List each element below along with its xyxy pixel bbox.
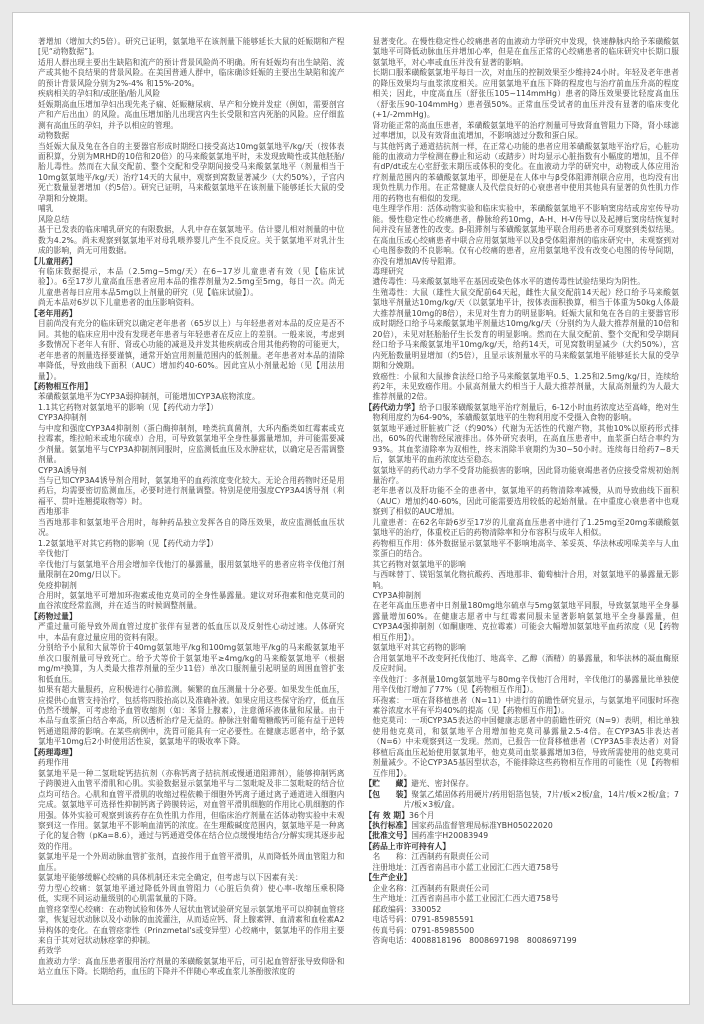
paragraph: 劳力型心绞痛：氨氯地平通过降低外周血管阻力（心脏后负荷）使心率-收缩压乘积降低，实现不同运动量级别的心肌需氧量的下降。 — [38, 883, 345, 904]
paragraph: 氨氯地平对其它药物的影响 — [372, 643, 466, 653]
paragraph: 药理作用 — [38, 758, 70, 768]
paragraph: 药效学 — [38, 946, 62, 956]
paragraph: 在老年高血压患者中日剂量180mg地尔硫卓与5mg氨氯地平同服，导致氨氯地平全身暴露量增加60%。在健康志愿者中与红霉素同服未显著影响氨氯地平全身暴露量，但CYP3A4强抑制剂（如酮康唑、克拉霉素）可能会大幅增加氨氯地平血药浓度（见【药物相互作用】）。 — [372, 601, 679, 642]
two-column-layout — [13, 13, 689, 978]
paragraph: 当西地那非和氨氯地平合用时，每种药品独立发挥各自的降压效果，故应监测低血压状况。 — [38, 517, 345, 538]
paragraph: 哺乳 — [38, 204, 54, 214]
field-line: 企业名称：江西制药有限责任公司 — [372, 883, 490, 893]
section-heading: 【生产企业】 — [364, 873, 412, 883]
paragraph: 辛伐他汀：多剂量10mg氨氯地平与80mg辛伐他汀合用时，辛伐他汀的暴露量比单独使用辛伐他汀增加了77%（见【药物相互作用】）。 — [372, 674, 679, 695]
section-heading: 【儿童用药】 — [30, 256, 77, 266]
field-line: 名 称：江西制药有限责任公司 — [372, 852, 490, 862]
paragraph: 氨氯地平能够缓解心绞痛的具体机制还未完全确定，但考虑与以下因素有关： — [38, 873, 303, 883]
field-label: 【批准文号】 — [364, 831, 412, 841]
section-heading: 【药物相互作用】 — [30, 381, 93, 391]
paragraph: 尚无本品对6岁以下儿童患者的血压影响资料。 — [38, 298, 199, 308]
field-label: 【有 效 期】 — [364, 810, 409, 820]
paragraph: 辛伐他汀 — [38, 549, 70, 559]
paragraph: 1.2氨氯地平对其它药物的影响（见【药代动力学】） — [38, 538, 219, 548]
paragraph: 风险总结 — [38, 214, 70, 224]
paragraph: 当妊娠大鼠及兔在各自的主要器官形成时期经口接受高达10mg氨氯地平/kg/天（按体表面积算，分别为MRHD的10倍和20倍）的马来酸氨氯地平时，未发现致畸性或其他胚胎/胎儿毒性。然而在大鼠交配前、整个交配和受孕期间接受马来酸氨氯地平（剂量相当于10mg氨氯地平/kg/天）治疗14天的大鼠中，观察到窝数显著减少（大约50%），子宫内死亡数量显著增加（约5倍）。研究已证明，马来酸氨氯地平在该剂量下能够延长大鼠的受孕期和分娩期。 — [38, 141, 345, 203]
field-label: 【执行标准】 — [364, 820, 412, 830]
section-heading: 【药理毒理】 — [30, 747, 77, 757]
paragraph: 1.1其它药物对氨氯地平的影响（见【药代动力学】） — [38, 402, 219, 412]
paragraph: 生殖毒性：大鼠（雄性大鼠交配前64天起，雌性大鼠交配前14天起）经口给予马来酸氨氯地平剂量达10mg/kg/天（以氨氯地平计，按体表面积换算，相当于体重为50kg人体最大推荐剂量10mg的8倍），未见对生育力的明显影响。妊娠大鼠和兔在各自的主要器官形成时期经口给予马来酸氨氯地平剂量达10mg/kg/天（分别约为人最大推荐剂量的10倍和20倍），未见对胚胎胎仔生长发育的明显影响。然而在大鼠交配前、整个交配和受孕期间经口给予马来酸氨氯地平10mg/kg/天，给药14天，可见窝数明显减少（大约50%），宫内死胎数量明显增加（约5倍），且显示该剂量水平的马来酸氨氯地平能够延长大鼠的受孕期和分娩期。 — [372, 287, 679, 371]
section-heading: 【老年用药】 — [30, 308, 77, 318]
paragraph: 长期口服苯磺酸氨氯地平每日一次，对血压的控制效果至少维持24小时。年轻及老年患者的降压效果均与血浆浓度相关。应用氨氯地平血压下降的程度也与治疗前血压升高的程度相关；因此，中度高血压（舒张压105~114mmHg）患者的降压效果要比轻度高血压（舒张压90-104mmHg）患者强50%。正常血压受试者的血压并没有显著的临床变化(+1/-2mmHg)。 — [372, 68, 679, 120]
paragraph: 血液动力学：高血压患者服用治疗剂量的苯磺酸氨氯地平后，可引起血管舒张导致仰卧和站立血压下降。长期给药，血压的下降并不伴随心率或血浆儿茶酚胺浓度的 — [38, 956, 345, 977]
labeled-field: 【包 装】聚氯乙烯固体药用硬片/药用铝箔包装，7片/板×2板/盒，14片/板×2板/盒；7片/板×3板/盒。 — [364, 789, 679, 810]
paragraph: 显著变化。在慢性稳定性心绞痛患者的血液动力学研究中发现，快速静脉内给予苯磺酸氨氯地平可降低动脉血压并增加心率，但是在血压正常的心绞痛患者的临床研究中长期口服氨氯地平，对心率或血压并没有显著的影响。 — [372, 37, 679, 67]
paragraph: 毒理研究 — [372, 266, 404, 276]
paragraph: 西地那非 — [38, 507, 70, 517]
paragraph: 如果有超大量服药，应积极进行心肺监测。频繁的血压测量十分必要。如果发生低血压，应提供心血管支持治疗，包括将四肢抬高以及准确补液。如果应用这些保守治疗，低血压仍然不缓解，可考虑给予血管收缩剂（如：苯肾上腺素），注意循环液体量和尿量。由于本品与血浆蛋白结合率高，所以透析治疗是无益的。静脉注射葡萄糖酸钙可能有益于逆转钙通道阻滞的影响。在某些病例中，洗胃可能具有一定必要性。在健康志愿者中，给予氨氯地平10mg后2小时使用活性炭，氨氯地平的吸收率下降。 — [38, 685, 345, 747]
section-heading: 【药物过量】 — [30, 611, 77, 621]
right-column — [365, 37, 680, 978]
paragraph: 他克莫司：一项CYP3A5表达的中国健康志愿者中的前瞻性研究（N=9）表明，相比单独使用他克莫司，和氨氯地平合用增加他克莫司暴露量2.5-4倍。在CYP3A5非表达者（N=6）中未观察到这一发现。然而，已报告一位肾移植患者（CYP3A5非表达者）对肾移植后高血压起始使用氨氯地平，他克莫司血浆暴露增加3倍，导致所需使用的他克莫司剂量减少。不论CYP3A5基因型状态，不能排除这些药物相互作用的可能性（见【药物相互作用】）。 — [372, 716, 679, 778]
paragraph: 与其他钙离子通道拮抗剂一样，在正常心功能的患者应用苯磺酸氨氯地平治疗后，心脏功能的血液动力学检测在静止和运动（或踏步）时均显示心脏指数有小幅度的增加，且不伴有dP/dt或左心室舒张末期压或体积的变化。在血液动力学的研究中，动物或人体应用治疗剂量范围内的苯磺酸氨氯地平，即便是在人体中与β受体阻滞剂联合应用，也均没有出现负性肌力作用。在正常健康人及代偿良好的心衰患者中使用其他具有显著的负性肌力作用的药物也有相似的发现。 — [372, 141, 679, 203]
paragraph: 儿童患者：在62名年龄6岁至17岁的儿童高血压患者中进行了1.25mg至20mg苯磺酸氨氯地平的治疗，体重校正后的药物清除率和分布容积与成年人相似。 — [372, 517, 679, 538]
paragraph: 著增加（增加大约5倍）。研究已证明，氨氯地平在该剂量下能够延长大鼠的妊娠期和产程[见“动物数据”]。 — [38, 37, 345, 57]
paragraph: 动物数据 — [38, 131, 70, 141]
paragraph: 有临床数据提示，本品（2.5mg~5mg/天）在6~17岁儿童患者有效（见【临床试验】）。6至17岁儿童高血压患者应用本品的推荐剂量为2.5mg至5mg，每日一次。尚无儿童患者每日应用本品5mg以上剂量的研究（见【临床试验】）。 — [38, 266, 345, 297]
labeled-field: 【有 效 期】36个月 — [364, 810, 435, 820]
field-label: 【贮 藏】 — [364, 779, 412, 789]
paragraph: 遗传毒性：马来酸氨氯地平在基因或染色体水平的遗传毒性试验结果均为阴性。 — [372, 277, 646, 287]
paragraph: CYP3A诱导剂 — [38, 465, 87, 475]
paragraph: 合用时，氨氯地平可增加环孢素或他克莫司的全身性暴露量。建议对环孢素和他克莫司的血谷浓度经常监测，并在适当的时候调整剂量。 — [38, 591, 345, 611]
paragraph: 环孢素：一项在肾移植患者（N=11）中进行的前瞻性研究显示，与氨氯地平同服时环孢素谷浓度水平有平均40%的提高（见【药物相互作用】）。 — [372, 695, 679, 715]
paragraph: 其它药物对氨氯地平的影响 — [372, 559, 466, 569]
paragraph: 妊娠期高血压增加孕妇出现先兆子痫、妊娠糖尿病、早产和分娩并发症（例如，需要剖宫产和产后出血）的风险。高血压增加胎儿出现宫内生长受限和宫内死胎的风险。应仔细监测有高血压的孕妇，并予以相应的管理。 — [38, 99, 345, 130]
paragraph: 辛伐他汀与氨氯地平合用会增加辛伐他汀的暴露量，服用氨氯地平的患者应将辛伐他汀剂量限制在20mg/日以下。 — [38, 559, 345, 580]
paragraph: CYP3A抑制剂 — [372, 591, 422, 601]
paragraph: 氨氯地平通过肝脏被广泛（约90%）代谢为无活性的代谢产物，其他10%以原药形式排出，60%的代谢物经尿液排出。体外研究表明，在高血压患者中，血浆蛋白结合率约为93%。其血浆清除率为双相性，终末消除半衰期约为30~50小时。连续每日给药7~8天后，氨氯地平的血药浓度达至稳态。 — [372, 423, 679, 465]
paragraph: 与西咪替丁、镁铝氢氧化物抗酸药、西地那非、葡萄柚汁合用，对氨氯地平的暴露量无影响。 — [372, 570, 679, 590]
field-label: 【药代动力学】 — [364, 402, 420, 412]
labeled-field: 【贮 藏】避光、密封保存。 — [364, 779, 474, 789]
paragraph: 适用人群出现主要出生缺陷和流产的预计背景风险尚不明确。所有妊娠均有出生缺陷、流产或其他不良结果的背景风险。在美国普通人群中，临床确诊妊娠的主要出生缺陷和流产的预计背景风险分别为2%-4% 和15%-20%。 — [38, 57, 345, 88]
paragraph: 分别给予小鼠和大鼠等价于40mg氨氯地平/kg和100mg氨氯地平/kg的马来酸氨氯地平单次口服剂量可导致死亡。给予犬等价于氨氯地平≥4mg/kg的马来酸氨氯地平（根据mg/m²换算，为人类最大推荐剂量的至少11倍）单次口服剂量引起明显的周围血管扩张和低血压。 — [38, 643, 345, 684]
paragraph: 老年患者以及肝功能不全的患者中，氨氯地平的药物清除率减慢，从而导致曲线下面积（AUC）增加约40-60%，因此可能需要选用较低的起始剂量。在中重度心衰患者中也观察到了相似的AUC增加。 — [372, 486, 679, 517]
paragraph: 目前尚没有充分的临床研究以确定老年患者（65岁以上）与年轻患者对本品的反应是否不同。其他的临床应用中没有发现老年患者与年轻患者在反应上的差别。一般来说，考虑到多数情况下老年人有肝、肾或心功能的减退及并发其他疾病或合用其他药物的可能更大，老年患者的剂量选择要谨慎，通常开始宜用剂量范围内的低剂量。老年患者对本品的清除率降低，导致曲线下面积（AUC）增加约40-60%。因此宜从小剂量起始（见【用法用量】）。 — [38, 319, 345, 381]
paragraph: 致癌性：小鼠和大鼠掺食法经口给予马来酸氨氯地平0.5、1.25和2.5mg/kg/日，连续给药2年，未见致癌作用。小鼠高剂量大约相当于人最大推荐剂量，大鼠高剂量约为人最大推荐剂量的2倍。 — [372, 371, 679, 402]
insert-page — [12, 12, 690, 1005]
field-line: 邮政编码：330052 — [372, 904, 442, 914]
field-line: 注册地址：江西省南昌市小蓝工业园汇仁西大道758号 — [372, 862, 559, 872]
paragraph: 与中度和强度CYP3A4抑制剂（蛋白酶抑制剂，唑类抗真菌剂，大环内酯类如红霉素或克拉霉素，维拉帕米或地尔硫卓）合用，可导致氨氯地平全身性暴露量增加，并可能需要减少剂量。氨氯地平与CYP3A抑制剂同服时，应监测低血压及水肿症状，以确定是否需调整剂量。 — [38, 423, 345, 465]
field-line: 咨询电话：4008818196 8008697198 8008697199 — [372, 935, 577, 945]
paragraph: 基于已发表的临床哺乳研究的有限数据，人乳中存在氨氯地平。估计婴儿相对剂量的中位数为4.2%。尚未观察到氨氯地平对母乳喂养婴儿产生不良反应。关于氨氯地平对乳汁生成的影响，尚无可用数据。 — [38, 225, 345, 256]
field-line: 电话号码：0791-85985591 — [372, 915, 475, 925]
paragraph: 免疫抑制剂 — [38, 580, 77, 590]
paragraph: 合用氨氯地平不改变阿托伐他汀、地高辛、乙醇（酒精）的暴露量，和华法林的凝血酶原反应时间。 — [372, 653, 679, 674]
paragraph: 严重过量可能导致外周血管过度扩张伴有显著的低血压以及反射性心动过速。人体研究中，本品有意过量应用的资料有限。 — [38, 622, 345, 642]
labeled-field: 【执行标准】国家药品监督管理局标准YBH05022020 — [364, 820, 553, 830]
field-label: 【包 装】 — [364, 789, 412, 799]
field-line: 传真号码：0791-85985500 — [372, 925, 475, 935]
paragraph: 肾功能正常的高血压患者，苯磺酸氨氯地平的治疗剂量可导致肾血管阻力下降，肾小球滤过率增加，以及有效肾血流增加，不影响滤过分数和蛋白尿。 — [372, 120, 679, 141]
paragraph: 氨氯地平的药代动力学不受肾功能损害的影响，因此肾功能衰竭患者仍应接受常规初始剂量治疗。 — [372, 465, 679, 486]
paragraph: CYP3A抑制剂 — [38, 413, 87, 423]
section-heading: 【药品上市许可持有人】 — [364, 841, 451, 851]
labeled-field: 【批准文号】国药准字H20083949 — [364, 831, 489, 841]
paragraph: 药物相互作用：体外数据显示氨氯地平不影响地高辛、苯妥英、华法林或吲哚美辛与人血浆蛋白的结合。 — [372, 538, 679, 559]
paragraph: 当与已知CYP3A4诱导剂合用时，氨氯地平的血药浓度变化较大。无论合用药物时还是用药后，均需要密切监测血压，必要时进行剂量调整。特别是使用强度CYP3A4诱导剂（利福平、贯叶连翘提取物等）时。 — [38, 476, 345, 506]
labeled-paragraph: 【药代动力学】给予口服苯磺酸氨氯地平治疗剂量后，6-12小时血药浓度达至高峰，绝对生物利用度约为64-90%，苯磺酸氨氯地平的生物利用度不受摄入食物的影响。 — [364, 402, 680, 423]
paragraph: 疾病相关的孕妇和/或胚胎/胎儿风险 — [38, 89, 161, 99]
paragraph: 氨氯地平是一个外周动脉血管扩张剂，直接作用于血管平滑肌，从而降低外周血管阻力和血压。 — [38, 852, 345, 872]
paragraph: 血管痉挛型心绞痛：在动物试验和体外人冠状血管试验研究显示氨氯地平可以抑制血管痉挛，恢复冠状动脉以及小动脉的血流灌注，从而适应钙、肾上腺素钾、血清素和血栓素A2异构体的变化。在血管痉挛性（Prinzmetal's或变异型）心绞痛中，氨氯地平的作用主要来自于其对冠状动脉痉挛的抑制。 — [38, 904, 345, 945]
paragraph: 苯磺酸氨氯地平为CYP3A弱抑制剂，可能增加CYP3A底物浓度。 — [38, 392, 260, 402]
left-column — [30, 37, 345, 978]
paragraph: 电生理学作用：活体动物实验和临床实验中，苯磺酸氨氯地平不影响窦房结或房室传导功能。慢性稳定性心绞痛患者，静脉给药10mg，A-H、H-V传导以及起搏后窦房结恢复时间并没有显著性的改变。β-阻滞剂与苯磺酸氨氯地平联合用药患者亦可观察到类似结果。在高血压或心绞痛患者中联合应用氨氯地平以及β受体阻滞剂的临床研究中，未观察到对心电图参数的不良影响。仅有心绞痛的患者，应用氨氯地平没有改变心电图的传导间期，亦没有增加AV传导阻滞。 — [372, 204, 679, 266]
paragraph: 氨氯地平是一种二氢吡啶钙拮抗剂（亦称钙离子拮抗剂或慢通道阻滞剂），能够抑制钙离子跨膜进入血管平滑肌和心肌。实验数据显示氨氯地平与二氢吡啶及非二氢吡啶的结合位点均可结合。心肌和血管平滑肌的收缩过程依赖于细胞外钙离子通过离子通道进入细胞内完成。氨氯地平可选择性抑制钙离子跨膜转运，对血管平滑肌细胞的作用比心肌细胞的作用强。体外实验可观察到该药存在负性肌力作用，但临床治疗剂量在活体动物实验中未观察到这一作用。氨氯地平不影响血清钙的浓度。在生理酸碱度范围内，氨氯地平是一种离子化的复合物（pKa=8.6），通过与钙通道受体在结合位点缓慢地结合/分解实现其逐步起效的作用。 — [38, 768, 345, 851]
field-line: 生产地址：江西省南昌市小蓝工业园汇仁西大道758号 — [372, 894, 559, 904]
